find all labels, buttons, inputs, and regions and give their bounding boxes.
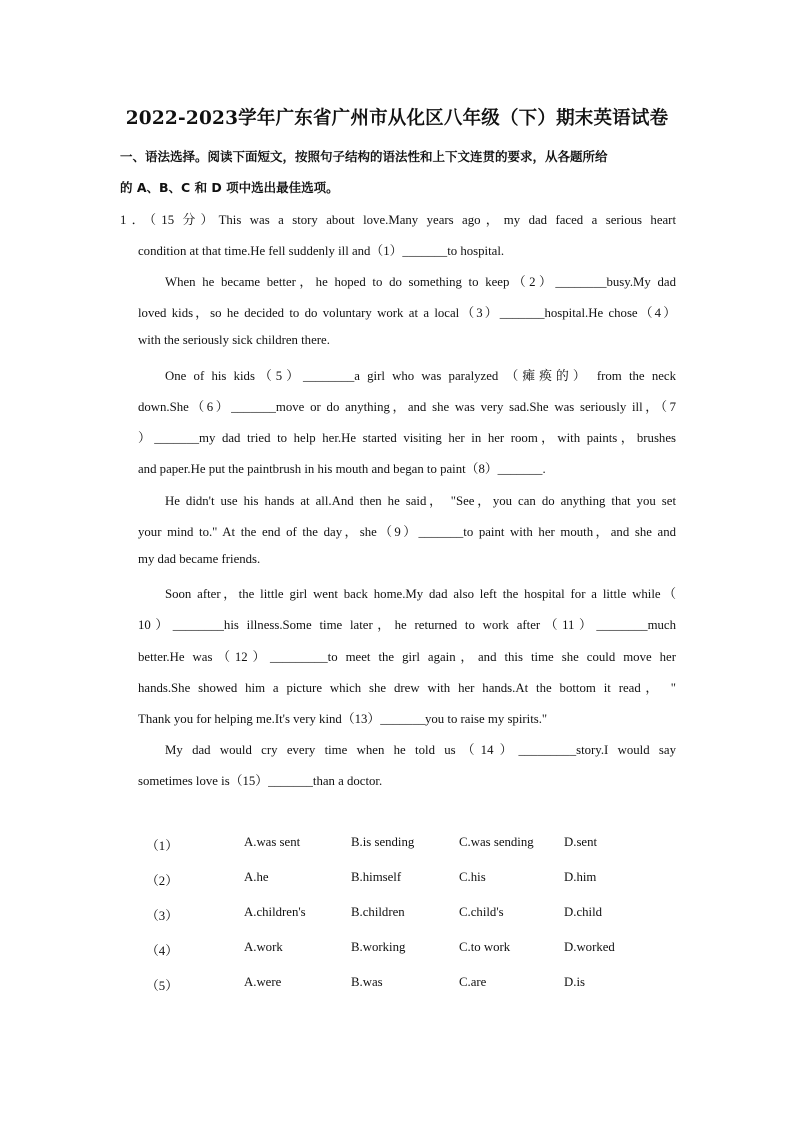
option-row [0,835,794,855]
passage-line: down.She（6）_______move or do anything，and she was very sad.She was seriously ill，（7 [138,400,676,414]
passage-line: When he became better，he hoped to do something to keep（2）________busy.My dad [165,275,676,289]
passage-line: and paper.He put the paintbrush in his mouth and began to paint（8）_______. [138,462,546,476]
option-b[interactable]: B.was [351,975,383,989]
option-b[interactable]: B.children [351,905,405,919]
passage-line: Thank you for helping me.It's very kind（13）_______you to raise my spirits." [138,712,548,726]
passage-line: My dad would cry every time when he told us（14）_________story.I would say [165,743,676,757]
option-c[interactable]: C.was sending [459,835,534,849]
passage-line: ）_______my dad tried to help her.He started visiting her in her room，with paints，brushes [138,431,676,445]
passage-line: your mind to." At the end of the day，she（9）_______to paint with her mouth，and she and [138,525,676,539]
passage-line: 1．（15 分）This was a story about love.Many years ago，my dad faced a serious heart [120,213,676,227]
option-a[interactable]: A.children's [244,905,306,919]
option-d[interactable]: D.sent [564,835,598,849]
option-c[interactable]: C.to work [459,940,511,954]
option-number: （5） [146,979,178,993]
passage-line: hands.She showed him a picture which she drew with her hands.At the bottom it read， " [138,681,676,695]
passage-line: 10）________his illness.Some time later，he returned to work after（11）________much [138,618,676,632]
option-number: （4） [146,944,178,958]
option-d[interactable]: D.worked [564,940,615,954]
passage-line: One of his kids（5）________a girl who was paralyzed （瘫痪的） from the neck [165,369,676,383]
passage-line: condition at that time.He fell suddenly ill and（1）_______to hospital. [138,244,505,258]
option-c[interactable]: C.are [459,975,487,989]
passage-line: sometimes love is（15）_______than a doctor. [138,774,383,788]
option-b[interactable]: B.himself [351,870,402,884]
section-instruction-line-2: 的 A、B、C 和 D 项中选出最佳选项。 [120,180,339,195]
option-d[interactable]: D.child [564,905,603,919]
passage-line: He didn't use his hands at all.And then he said， "See，you can do anything that you set [165,494,676,508]
option-row [0,940,794,960]
passage-line: my dad became friends. [138,552,261,566]
option-a[interactable]: A.were [244,975,282,989]
option-c[interactable]: C.his [459,870,486,884]
passage-line: Soon after，the little girl went back home.My dad also left the hospital for a little while（ [165,587,676,601]
passage-line: with the seriously sick children there. [138,333,330,347]
option-d[interactable]: D.is [564,975,585,989]
option-row [0,870,794,890]
section-instruction-line-1: 一、语法选择。阅读下面短文，按照句子结构的语法性和上下文连贯的要求，从各题所给 [120,149,608,164]
option-row [0,975,794,995]
passage-line: loved kids，so he decided to do voluntary work at a local（3）_______hospital.He chose（4） [138,306,676,320]
option-b[interactable]: B.is sending [351,835,415,849]
option-d[interactable]: D.him [564,870,597,884]
option-c[interactable]: C.child's [459,905,504,919]
exam-title: 2022-2023学年广东省广州市从化区八年级（下）期末英语试卷 [125,108,669,129]
option-number: （1） [146,839,178,853]
option-number: （2） [146,874,178,888]
option-a[interactable]: A.was sent [244,835,301,849]
option-number: （3） [146,909,178,923]
passage-line: better.He was（12）_________to meet the girl again，and this time she could move her [138,650,676,664]
option-row [0,905,794,925]
option-a[interactable]: A.he [244,870,269,884]
option-b[interactable]: B.working [351,940,406,954]
option-a[interactable]: A.work [244,940,283,954]
